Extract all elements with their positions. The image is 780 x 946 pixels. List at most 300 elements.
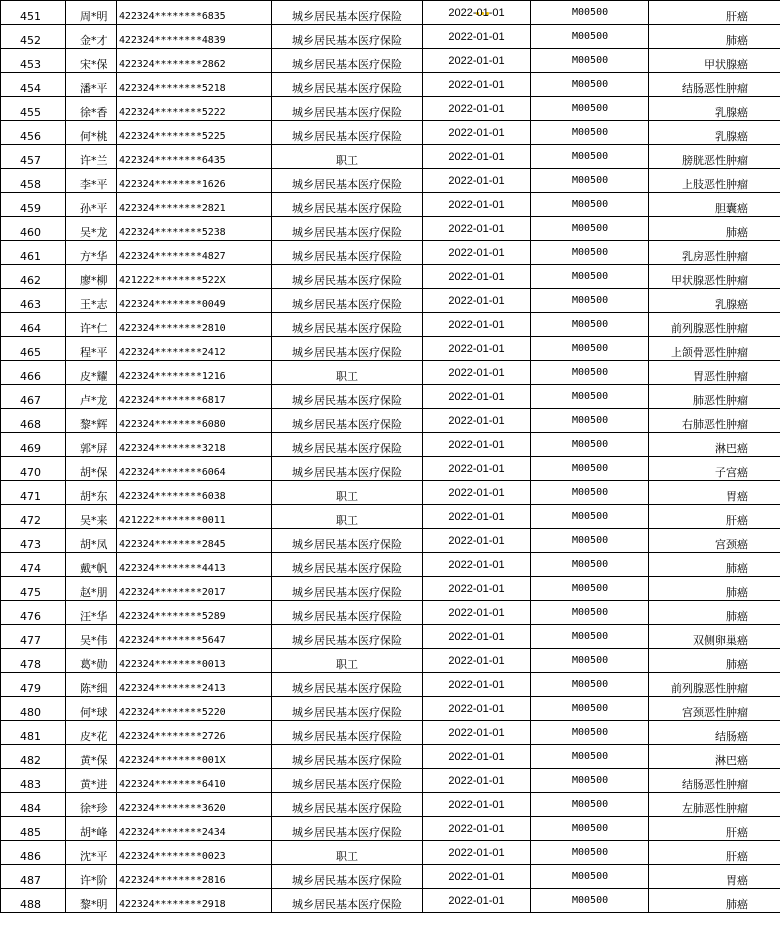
code-cell[interactable]: M00500 bbox=[531, 481, 649, 505]
table-row bbox=[1, 97, 780, 121]
insurance-type-cell[interactable]: 城乡居民基本医疗保险 bbox=[272, 721, 423, 745]
insurance-type-cell[interactable]: 城乡居民基本医疗保险 bbox=[272, 793, 423, 817]
code-cell[interactable]: M00500 bbox=[531, 73, 649, 97]
id-number-cell[interactable]: 422324********3620 bbox=[117, 793, 272, 817]
row-number-cell[interactable]: 476 bbox=[1, 601, 66, 625]
patient-name-cell[interactable]: 何*球 bbox=[66, 697, 117, 721]
row-number-cell[interactable]: 452 bbox=[1, 25, 66, 49]
date-cell[interactable]: 2022-01-01 bbox=[423, 889, 531, 913]
row-number-cell[interactable]: 453 bbox=[1, 49, 66, 73]
code-cell[interactable]: M00500 bbox=[531, 889, 649, 913]
insurance-type-cell[interactable]: 城乡居民基本医疗保险 bbox=[272, 289, 423, 313]
code-cell[interactable]: M00500 bbox=[531, 769, 649, 793]
patient-name-cell[interactable]: 金*才 bbox=[66, 25, 117, 49]
patient-name-cell[interactable]: 胡*保 bbox=[66, 457, 117, 481]
diagnosis-cell[interactable]: 肝癌 bbox=[649, 505, 780, 529]
row-number-cell[interactable]: 461 bbox=[1, 241, 66, 265]
insurance-type-cell[interactable]: 城乡居民基本医疗保险 bbox=[272, 25, 423, 49]
table-row bbox=[1, 769, 780, 793]
patient-name-cell[interactable]: 皮*耀 bbox=[66, 361, 117, 385]
diagnosis-cell[interactable]: 肺癌 bbox=[649, 577, 780, 601]
patient-name-cell[interactable]: 陈*细 bbox=[66, 673, 117, 697]
insurance-type-cell[interactable]: 城乡居民基本医疗保险 bbox=[272, 433, 423, 457]
id-number-cell[interactable]: 421222********522X bbox=[117, 265, 272, 289]
id-number-cell[interactable]: 422324********6835 bbox=[117, 1, 272, 25]
patient-name-cell[interactable]: 程*平 bbox=[66, 337, 117, 361]
date-cell[interactable]: 2022-01-01 bbox=[423, 49, 531, 73]
patient-name-cell[interactable]: 许*仁 bbox=[66, 313, 117, 337]
insurance-type-cell[interactable]: 城乡居民基本医疗保险 bbox=[272, 1, 423, 25]
row-number-cell[interactable]: 480 bbox=[1, 697, 66, 721]
insurance-type-cell[interactable]: 城乡居民基本医疗保险 bbox=[272, 313, 423, 337]
row-number-cell[interactable]: 479 bbox=[1, 673, 66, 697]
date-cell[interactable]: 2022-01-01 bbox=[423, 97, 531, 121]
table-row bbox=[1, 193, 780, 217]
insurance-type-cell[interactable]: 职工 bbox=[272, 361, 423, 385]
diagnosis-cell[interactable]: 宫颈恶性肿瘤 bbox=[649, 697, 780, 721]
code-cell[interactable]: M00500 bbox=[531, 865, 649, 889]
table-row bbox=[1, 361, 780, 385]
row-number-cell[interactable]: 456 bbox=[1, 121, 66, 145]
row-number-cell[interactable]: 481 bbox=[1, 721, 66, 745]
row-number-cell[interactable]: 469 bbox=[1, 433, 66, 457]
id-number-cell[interactable]: 422324********5238 bbox=[117, 217, 272, 241]
date-cell[interactable]: 2022-01-01 bbox=[423, 385, 531, 409]
table-row bbox=[1, 121, 780, 145]
code-cell[interactable]: M00500 bbox=[531, 841, 649, 865]
date-cell[interactable]: 2022-01-01 bbox=[423, 553, 531, 577]
date-cell[interactable]: 2022-01-01 bbox=[423, 745, 531, 769]
row-number-cell[interactable]: 478 bbox=[1, 649, 66, 673]
diagnosis-cell[interactable]: 胆囊癌 bbox=[649, 193, 780, 217]
table-row bbox=[1, 49, 780, 73]
date-cell[interactable]: 2022-01-01 bbox=[423, 481, 531, 505]
date-cell[interactable]: 2022-01-01 bbox=[423, 649, 531, 673]
insurance-type-cell[interactable]: 城乡居民基本医疗保险 bbox=[272, 169, 423, 193]
patient-name-cell[interactable]: 葛*勋 bbox=[66, 649, 117, 673]
row-number-cell[interactable]: 451 bbox=[1, 1, 66, 25]
date-cell[interactable]: 2022-01-01 bbox=[423, 841, 531, 865]
insurance-type-cell[interactable]: 城乡居民基本医疗保险 bbox=[272, 217, 423, 241]
code-cell[interactable]: M00500 bbox=[531, 673, 649, 697]
id-number-cell[interactable]: 422324********2413 bbox=[117, 673, 272, 697]
id-number-cell[interactable]: 422324********2862 bbox=[117, 49, 272, 73]
id-number-cell[interactable]: 422324********6038 bbox=[117, 481, 272, 505]
date-cell[interactable]: 2022-01-01 bbox=[423, 313, 531, 337]
code-cell[interactable]: M00500 bbox=[531, 361, 649, 385]
id-number-cell[interactable]: 422324********4839 bbox=[117, 25, 272, 49]
code-cell[interactable]: M00500 bbox=[531, 433, 649, 457]
date-cell[interactable]: 2022-01-01 bbox=[423, 601, 531, 625]
diagnosis-cell[interactable]: 乳腺癌 bbox=[649, 289, 780, 313]
diagnosis-cell[interactable]: 肝癌 bbox=[649, 841, 780, 865]
table-row bbox=[1, 745, 780, 769]
table-row bbox=[1, 625, 780, 649]
code-cell[interactable]: M00500 bbox=[531, 649, 649, 673]
row-number-cell[interactable]: 488 bbox=[1, 889, 66, 913]
code-cell[interactable]: M00500 bbox=[531, 193, 649, 217]
row-number-cell[interactable]: 463 bbox=[1, 289, 66, 313]
id-number-cell[interactable]: 422324********2816 bbox=[117, 865, 272, 889]
diagnosis-cell[interactable]: 胃恶性肿瘤 bbox=[649, 361, 780, 385]
id-number-cell[interactable]: 422324********5225 bbox=[117, 121, 272, 145]
patient-name-cell[interactable]: 赵*朋 bbox=[66, 577, 117, 601]
id-number-cell[interactable]: 422324********6080 bbox=[117, 409, 272, 433]
patient-name-cell[interactable]: 吴*来 bbox=[66, 505, 117, 529]
id-number-cell[interactable]: 422324********001X bbox=[117, 745, 272, 769]
diagnosis-cell[interactable]: 肺癌 bbox=[649, 25, 780, 49]
id-number-cell[interactable]: 422324********6064 bbox=[117, 457, 272, 481]
row-number-cell[interactable]: 470 bbox=[1, 457, 66, 481]
insurance-type-cell[interactable]: 城乡居民基本医疗保险 bbox=[272, 577, 423, 601]
code-cell[interactable]: M00500 bbox=[531, 697, 649, 721]
code-cell[interactable]: M00500 bbox=[531, 121, 649, 145]
row-number-cell[interactable]: 475 bbox=[1, 577, 66, 601]
row-number-cell[interactable]: 474 bbox=[1, 553, 66, 577]
row-number-cell[interactable]: 457 bbox=[1, 145, 66, 169]
diagnosis-cell[interactable]: 双侧卵巢癌 bbox=[649, 625, 780, 649]
date-cell[interactable]: 2022-01-01 bbox=[423, 409, 531, 433]
diagnosis-cell[interactable]: 膀胱恶性肿瘤 bbox=[649, 145, 780, 169]
id-number-cell[interactable]: 422324********5220 bbox=[117, 697, 272, 721]
diagnosis-cell[interactable]: 肺癌 bbox=[649, 217, 780, 241]
patient-name-cell[interactable]: 胡*凤 bbox=[66, 529, 117, 553]
diagnosis-cell[interactable]: 肺癌 bbox=[649, 889, 780, 913]
table-row bbox=[1, 697, 780, 721]
date-cell[interactable]: 2022-01-01 bbox=[423, 817, 531, 841]
insurance-type-cell[interactable]: 职工 bbox=[272, 481, 423, 505]
insurance-type-cell[interactable]: 城乡居民基本医疗保险 bbox=[272, 601, 423, 625]
table-row bbox=[1, 577, 780, 601]
date-cell[interactable]: 2022-01-01 bbox=[423, 529, 531, 553]
insurance-type-cell[interactable]: 城乡居民基本医疗保险 bbox=[272, 97, 423, 121]
code-cell[interactable]: M00500 bbox=[531, 169, 649, 193]
code-cell[interactable]: M00500 bbox=[531, 745, 649, 769]
table-row bbox=[1, 505, 780, 529]
row-number-cell[interactable]: 484 bbox=[1, 793, 66, 817]
code-cell[interactable]: M00500 bbox=[531, 265, 649, 289]
patient-name-cell[interactable]: 方*华 bbox=[66, 241, 117, 265]
insurance-type-cell[interactable]: 城乡居民基本医疗保险 bbox=[272, 337, 423, 361]
id-number-cell[interactable]: 422324********0049 bbox=[117, 289, 272, 313]
diagnosis-cell[interactable]: 上颌骨恶性肿瘤 bbox=[649, 337, 780, 361]
row-number-cell[interactable]: 483 bbox=[1, 769, 66, 793]
insurance-type-cell[interactable]: 城乡居民基本医疗保险 bbox=[272, 865, 423, 889]
table-row bbox=[1, 337, 780, 361]
patient-name-cell[interactable]: 徐*珍 bbox=[66, 793, 117, 817]
code-cell[interactable]: M00500 bbox=[531, 385, 649, 409]
id-number-cell[interactable]: 422324********2434 bbox=[117, 817, 272, 841]
patient-name-cell[interactable]: 胡*峰 bbox=[66, 817, 117, 841]
table-row bbox=[1, 817, 780, 841]
code-cell[interactable]: M00500 bbox=[531, 625, 649, 649]
id-number-cell[interactable]: 422324********5218 bbox=[117, 73, 272, 97]
diagnosis-cell[interactable]: 左肺恶性肿瘤 bbox=[649, 793, 780, 817]
id-number-cell[interactable]: 422324********2918 bbox=[117, 889, 272, 913]
date-cell[interactable]: 2022-01-01 bbox=[423, 865, 531, 889]
patient-name-cell[interactable]: 沈*平 bbox=[66, 841, 117, 865]
date-cell[interactable]: 2022-01-01 bbox=[423, 337, 531, 361]
date-cell[interactable]: 2022-01-01 bbox=[423, 505, 531, 529]
table-row bbox=[1, 385, 780, 409]
patient-name-cell[interactable]: 胡*东 bbox=[66, 481, 117, 505]
date-cell[interactable]: 2022-01-01 bbox=[423, 25, 531, 49]
date-cell[interactable]: 2022-01-01 bbox=[423, 697, 531, 721]
code-cell[interactable]: M00500 bbox=[531, 313, 649, 337]
id-number-cell[interactable]: 422324********4413 bbox=[117, 553, 272, 577]
id-number-cell[interactable]: 422324********2017 bbox=[117, 577, 272, 601]
table-row bbox=[1, 433, 780, 457]
code-cell[interactable]: M00500 bbox=[531, 289, 649, 313]
row-number-cell[interactable]: 464 bbox=[1, 313, 66, 337]
date-cell[interactable]: 2022-01-01 bbox=[423, 433, 531, 457]
diagnosis-cell[interactable]: 肺恶性肿瘤 bbox=[649, 385, 780, 409]
code-cell[interactable]: M00500 bbox=[531, 577, 649, 601]
id-number-cell[interactable]: 422324********4827 bbox=[117, 241, 272, 265]
row-number-cell[interactable]: 454 bbox=[1, 73, 66, 97]
table-row bbox=[1, 169, 780, 193]
table-row bbox=[1, 289, 780, 313]
row-number-cell[interactable]: 485 bbox=[1, 817, 66, 841]
row-number-cell[interactable]: 471 bbox=[1, 481, 66, 505]
insurance-type-cell[interactable]: 职工 bbox=[272, 505, 423, 529]
table-row bbox=[1, 73, 780, 97]
patient-name-cell[interactable]: 李*平 bbox=[66, 169, 117, 193]
id-number-cell[interactable]: 421222********0011 bbox=[117, 505, 272, 529]
diagnosis-cell[interactable]: 胃癌 bbox=[649, 481, 780, 505]
id-number-cell[interactable]: 422324********3218 bbox=[117, 433, 272, 457]
row-number-cell[interactable]: 472 bbox=[1, 505, 66, 529]
date-cell[interactable]: 2022-01-01 bbox=[423, 625, 531, 649]
date-cell[interactable]: 2022-01-01 bbox=[423, 145, 531, 169]
date-cell[interactable]: 2022-01-01 bbox=[423, 793, 531, 817]
diagnosis-cell[interactable]: 子宫癌 bbox=[649, 457, 780, 481]
code-cell[interactable]: M00500 bbox=[531, 457, 649, 481]
code-cell[interactable]: M00500 bbox=[531, 25, 649, 49]
patient-name-cell[interactable]: 汪*华 bbox=[66, 601, 117, 625]
table-row bbox=[1, 313, 780, 337]
row-number-cell[interactable]: 465 bbox=[1, 337, 66, 361]
insurance-type-cell[interactable]: 城乡居民基本医疗保险 bbox=[272, 409, 423, 433]
diagnosis-cell[interactable]: 肝癌 bbox=[649, 1, 780, 25]
date-cell[interactable]: 2022-01-01 bbox=[423, 673, 531, 697]
code-cell[interactable]: M00500 bbox=[531, 337, 649, 361]
row-number-cell[interactable]: 468 bbox=[1, 409, 66, 433]
id-number-cell[interactable]: 422324********5222 bbox=[117, 97, 272, 121]
table-body bbox=[1, 1, 780, 913]
diagnosis-cell[interactable]: 胃癌 bbox=[649, 865, 780, 889]
row-number-cell[interactable]: 486 bbox=[1, 841, 66, 865]
table-row bbox=[1, 241, 780, 265]
diagnosis-cell[interactable]: 乳房恶性肿瘤 bbox=[649, 241, 780, 265]
date-cell[interactable]: 2022-01-01 bbox=[423, 121, 531, 145]
diagnosis-cell[interactable]: 前列腺恶性肿瘤 bbox=[649, 673, 780, 697]
code-cell[interactable]: M00500 bbox=[531, 793, 649, 817]
row-number-cell[interactable]: 462 bbox=[1, 265, 66, 289]
date-cell[interactable]: 2022-01-01 bbox=[423, 457, 531, 481]
date-cell[interactable]: 2022-01-01 bbox=[423, 217, 531, 241]
row-number-cell[interactable]: 466 bbox=[1, 361, 66, 385]
code-cell[interactable]: M00500 bbox=[531, 505, 649, 529]
patient-name-cell[interactable]: 许*阶 bbox=[66, 865, 117, 889]
date-cell[interactable]: 2022-01-01 bbox=[423, 1, 531, 25]
insurance-type-cell[interactable]: 城乡居民基本医疗保险 bbox=[272, 625, 423, 649]
diagnosis-cell[interactable]: 甲状腺癌 bbox=[649, 49, 780, 73]
code-cell[interactable]: M00500 bbox=[531, 817, 649, 841]
table-row bbox=[1, 481, 780, 505]
row-number-cell[interactable]: 477 bbox=[1, 625, 66, 649]
insurance-type-cell[interactable]: 职工 bbox=[272, 649, 423, 673]
patient-name-cell[interactable]: 许*兰 bbox=[66, 145, 117, 169]
date-cell[interactable]: 2022-01-01 bbox=[423, 169, 531, 193]
id-number-cell[interactable]: 422324********2726 bbox=[117, 721, 272, 745]
patient-name-cell[interactable]: 黎*辉 bbox=[66, 409, 117, 433]
diagnosis-cell[interactable]: 甲状腺恶性肿瘤 bbox=[649, 265, 780, 289]
code-cell[interactable]: M00500 bbox=[531, 601, 649, 625]
date-cell[interactable]: 2022-01-01 bbox=[423, 721, 531, 745]
table-row bbox=[1, 649, 780, 673]
table-row bbox=[1, 889, 780, 913]
table-row bbox=[1, 25, 780, 49]
code-cell[interactable]: M00500 bbox=[531, 49, 649, 73]
id-number-cell[interactable]: 422324********2845 bbox=[117, 529, 272, 553]
date-cell[interactable]: 2022-01-01 bbox=[423, 361, 531, 385]
insurance-type-cell[interactable]: 城乡居民基本医疗保险 bbox=[272, 121, 423, 145]
code-cell[interactable]: M00500 bbox=[531, 529, 649, 553]
row-number-cell[interactable]: 467 bbox=[1, 385, 66, 409]
code-cell[interactable]: M00500 bbox=[531, 409, 649, 433]
patient-name-cell[interactable]: 周*明 bbox=[66, 1, 117, 25]
id-number-cell[interactable]: 422324********2821 bbox=[117, 193, 272, 217]
patient-name-cell[interactable]: 廖*柳 bbox=[66, 265, 117, 289]
date-cell[interactable]: 2022-01-01 bbox=[423, 193, 531, 217]
table-row bbox=[1, 1, 780, 25]
patient-name-cell[interactable]: 黄*保 bbox=[66, 745, 117, 769]
diagnosis-cell[interactable]: 肝癌 bbox=[649, 817, 780, 841]
insurance-type-cell[interactable]: 城乡居民基本医疗保险 bbox=[272, 673, 423, 697]
table-row bbox=[1, 553, 780, 577]
table-row bbox=[1, 265, 780, 289]
table-row bbox=[1, 529, 780, 553]
diagnosis-cell[interactable]: 肺癌 bbox=[649, 553, 780, 577]
id-number-cell[interactable]: 422324********1626 bbox=[117, 169, 272, 193]
date-cell[interactable]: 2022-01-01 bbox=[423, 73, 531, 97]
id-number-cell[interactable]: 422324********0023 bbox=[117, 841, 272, 865]
patient-name-cell[interactable]: 宋*保 bbox=[66, 49, 117, 73]
insurance-type-cell[interactable]: 职工 bbox=[272, 841, 423, 865]
code-cell[interactable]: M00500 bbox=[531, 241, 649, 265]
date-cell[interactable]: 2022-01-01 bbox=[423, 241, 531, 265]
patient-name-cell[interactable]: 戴*帆 bbox=[66, 553, 117, 577]
code-cell[interactable]: M00500 bbox=[531, 145, 649, 169]
id-number-cell[interactable]: 422324********2412 bbox=[117, 337, 272, 361]
id-number-cell[interactable]: 422324********6410 bbox=[117, 769, 272, 793]
id-number-cell[interactable]: 422324********5289 bbox=[117, 601, 272, 625]
date-cell[interactable]: 2022-01-01 bbox=[423, 769, 531, 793]
table-row bbox=[1, 145, 780, 169]
table-row bbox=[1, 721, 780, 745]
patient-name-cell[interactable]: 皮*花 bbox=[66, 721, 117, 745]
insurance-type-cell[interactable]: 城乡居民基本医疗保险 bbox=[272, 769, 423, 793]
diagnosis-cell[interactable]: 乳腺癌 bbox=[649, 97, 780, 121]
row-number-cell[interactable]: 459 bbox=[1, 193, 66, 217]
insurance-type-cell[interactable]: 城乡居民基本医疗保险 bbox=[272, 241, 423, 265]
table-row bbox=[1, 217, 780, 241]
patient-name-cell[interactable]: 吴*龙 bbox=[66, 217, 117, 241]
code-cell[interactable]: M00500 bbox=[531, 97, 649, 121]
date-cell[interactable]: 2022-01-01 bbox=[423, 289, 531, 313]
insurance-type-cell[interactable]: 城乡居民基本医疗保险 bbox=[272, 457, 423, 481]
diagnosis-cell[interactable]: 肺癌 bbox=[649, 601, 780, 625]
insurance-type-cell[interactable]: 城乡居民基本医疗保险 bbox=[272, 889, 423, 913]
patient-name-cell[interactable]: 王*志 bbox=[66, 289, 117, 313]
table-row bbox=[1, 457, 780, 481]
diagnosis-cell[interactable]: 结肠癌 bbox=[649, 721, 780, 745]
diagnosis-cell[interactable]: 淋巴癌 bbox=[649, 433, 780, 457]
patient-name-cell[interactable]: 孙*平 bbox=[66, 193, 117, 217]
insurance-type-cell[interactable]: 城乡居民基本医疗保险 bbox=[272, 385, 423, 409]
id-number-cell[interactable]: 422324********1216 bbox=[117, 361, 272, 385]
diagnosis-cell[interactable]: 结肠恶性肿瘤 bbox=[649, 769, 780, 793]
row-number-cell[interactable]: 458 bbox=[1, 169, 66, 193]
insurance-type-cell[interactable]: 城乡居民基本医疗保险 bbox=[272, 697, 423, 721]
insurance-type-cell[interactable]: 城乡居民基本医疗保险 bbox=[272, 49, 423, 73]
id-number-cell[interactable]: 422324********2810 bbox=[117, 313, 272, 337]
diagnosis-cell[interactable]: 前列腺恶性肿瘤 bbox=[649, 313, 780, 337]
patient-name-cell[interactable]: 郭*屏 bbox=[66, 433, 117, 457]
insurance-type-cell[interactable]: 城乡居民基本医疗保险 bbox=[272, 553, 423, 577]
row-number-cell[interactable]: 482 bbox=[1, 745, 66, 769]
id-number-cell[interactable]: 422324********0013 bbox=[117, 649, 272, 673]
id-number-cell[interactable]: 422324********5647 bbox=[117, 625, 272, 649]
insurance-type-cell[interactable]: 城乡居民基本医疗保险 bbox=[272, 745, 423, 769]
id-number-cell[interactable]: 422324********6435 bbox=[117, 145, 272, 169]
insurance-type-cell[interactable]: 职工 bbox=[272, 145, 423, 169]
patient-name-cell[interactable]: 吴*伟 bbox=[66, 625, 117, 649]
diagnosis-cell[interactable]: 上肢恶性肿瘤 bbox=[649, 169, 780, 193]
code-cell[interactable]: M00500 bbox=[531, 553, 649, 577]
row-number-cell[interactable]: 460 bbox=[1, 217, 66, 241]
patient-name-cell[interactable]: 黎*明 bbox=[66, 889, 117, 913]
diagnosis-cell[interactable]: 淋巴癌 bbox=[649, 745, 780, 769]
code-cell[interactable]: M00500 bbox=[531, 217, 649, 241]
patient-name-cell[interactable]: 黄*进 bbox=[66, 769, 117, 793]
row-number-cell[interactable]: 473 bbox=[1, 529, 66, 553]
date-cell[interactable]: 2022-01-01 bbox=[423, 265, 531, 289]
diagnosis-cell[interactable]: 结肠恶性肿瘤 bbox=[649, 73, 780, 97]
insurance-type-cell[interactable]: 城乡居民基本医疗保险 bbox=[272, 193, 423, 217]
code-cell[interactable]: M00500 bbox=[531, 721, 649, 745]
row-number-cell[interactable]: 487 bbox=[1, 865, 66, 889]
diagnosis-cell[interactable]: 右肺恶性肿瘤 bbox=[649, 409, 780, 433]
diagnosis-cell[interactable]: 宫颈癌 bbox=[649, 529, 780, 553]
diagnosis-cell[interactable]: 乳腺癌 bbox=[649, 121, 780, 145]
id-number-cell[interactable]: 422324********6817 bbox=[117, 385, 272, 409]
insurance-type-cell[interactable]: 城乡居民基本医疗保险 bbox=[272, 529, 423, 553]
patient-name-cell[interactable]: 卢*龙 bbox=[66, 385, 117, 409]
date-cell[interactable]: 2022-01-01 bbox=[423, 577, 531, 601]
insurance-type-cell[interactable]: 城乡居民基本医疗保险 bbox=[272, 265, 423, 289]
diagnosis-cell[interactable]: 肺癌 bbox=[649, 649, 780, 673]
patient-name-cell[interactable]: 何*桃 bbox=[66, 121, 117, 145]
insurance-type-cell[interactable]: 城乡居民基本医疗保险 bbox=[272, 73, 423, 97]
row-number-cell[interactable]: 455 bbox=[1, 97, 66, 121]
table-row bbox=[1, 841, 780, 865]
patient-name-cell[interactable]: 徐*香 bbox=[66, 97, 117, 121]
code-cell[interactable]: M00500 bbox=[531, 1, 649, 25]
patient-name-cell[interactable]: 潘*平 bbox=[66, 73, 117, 97]
insurance-type-cell[interactable]: 城乡居民基本医疗保险 bbox=[272, 817, 423, 841]
